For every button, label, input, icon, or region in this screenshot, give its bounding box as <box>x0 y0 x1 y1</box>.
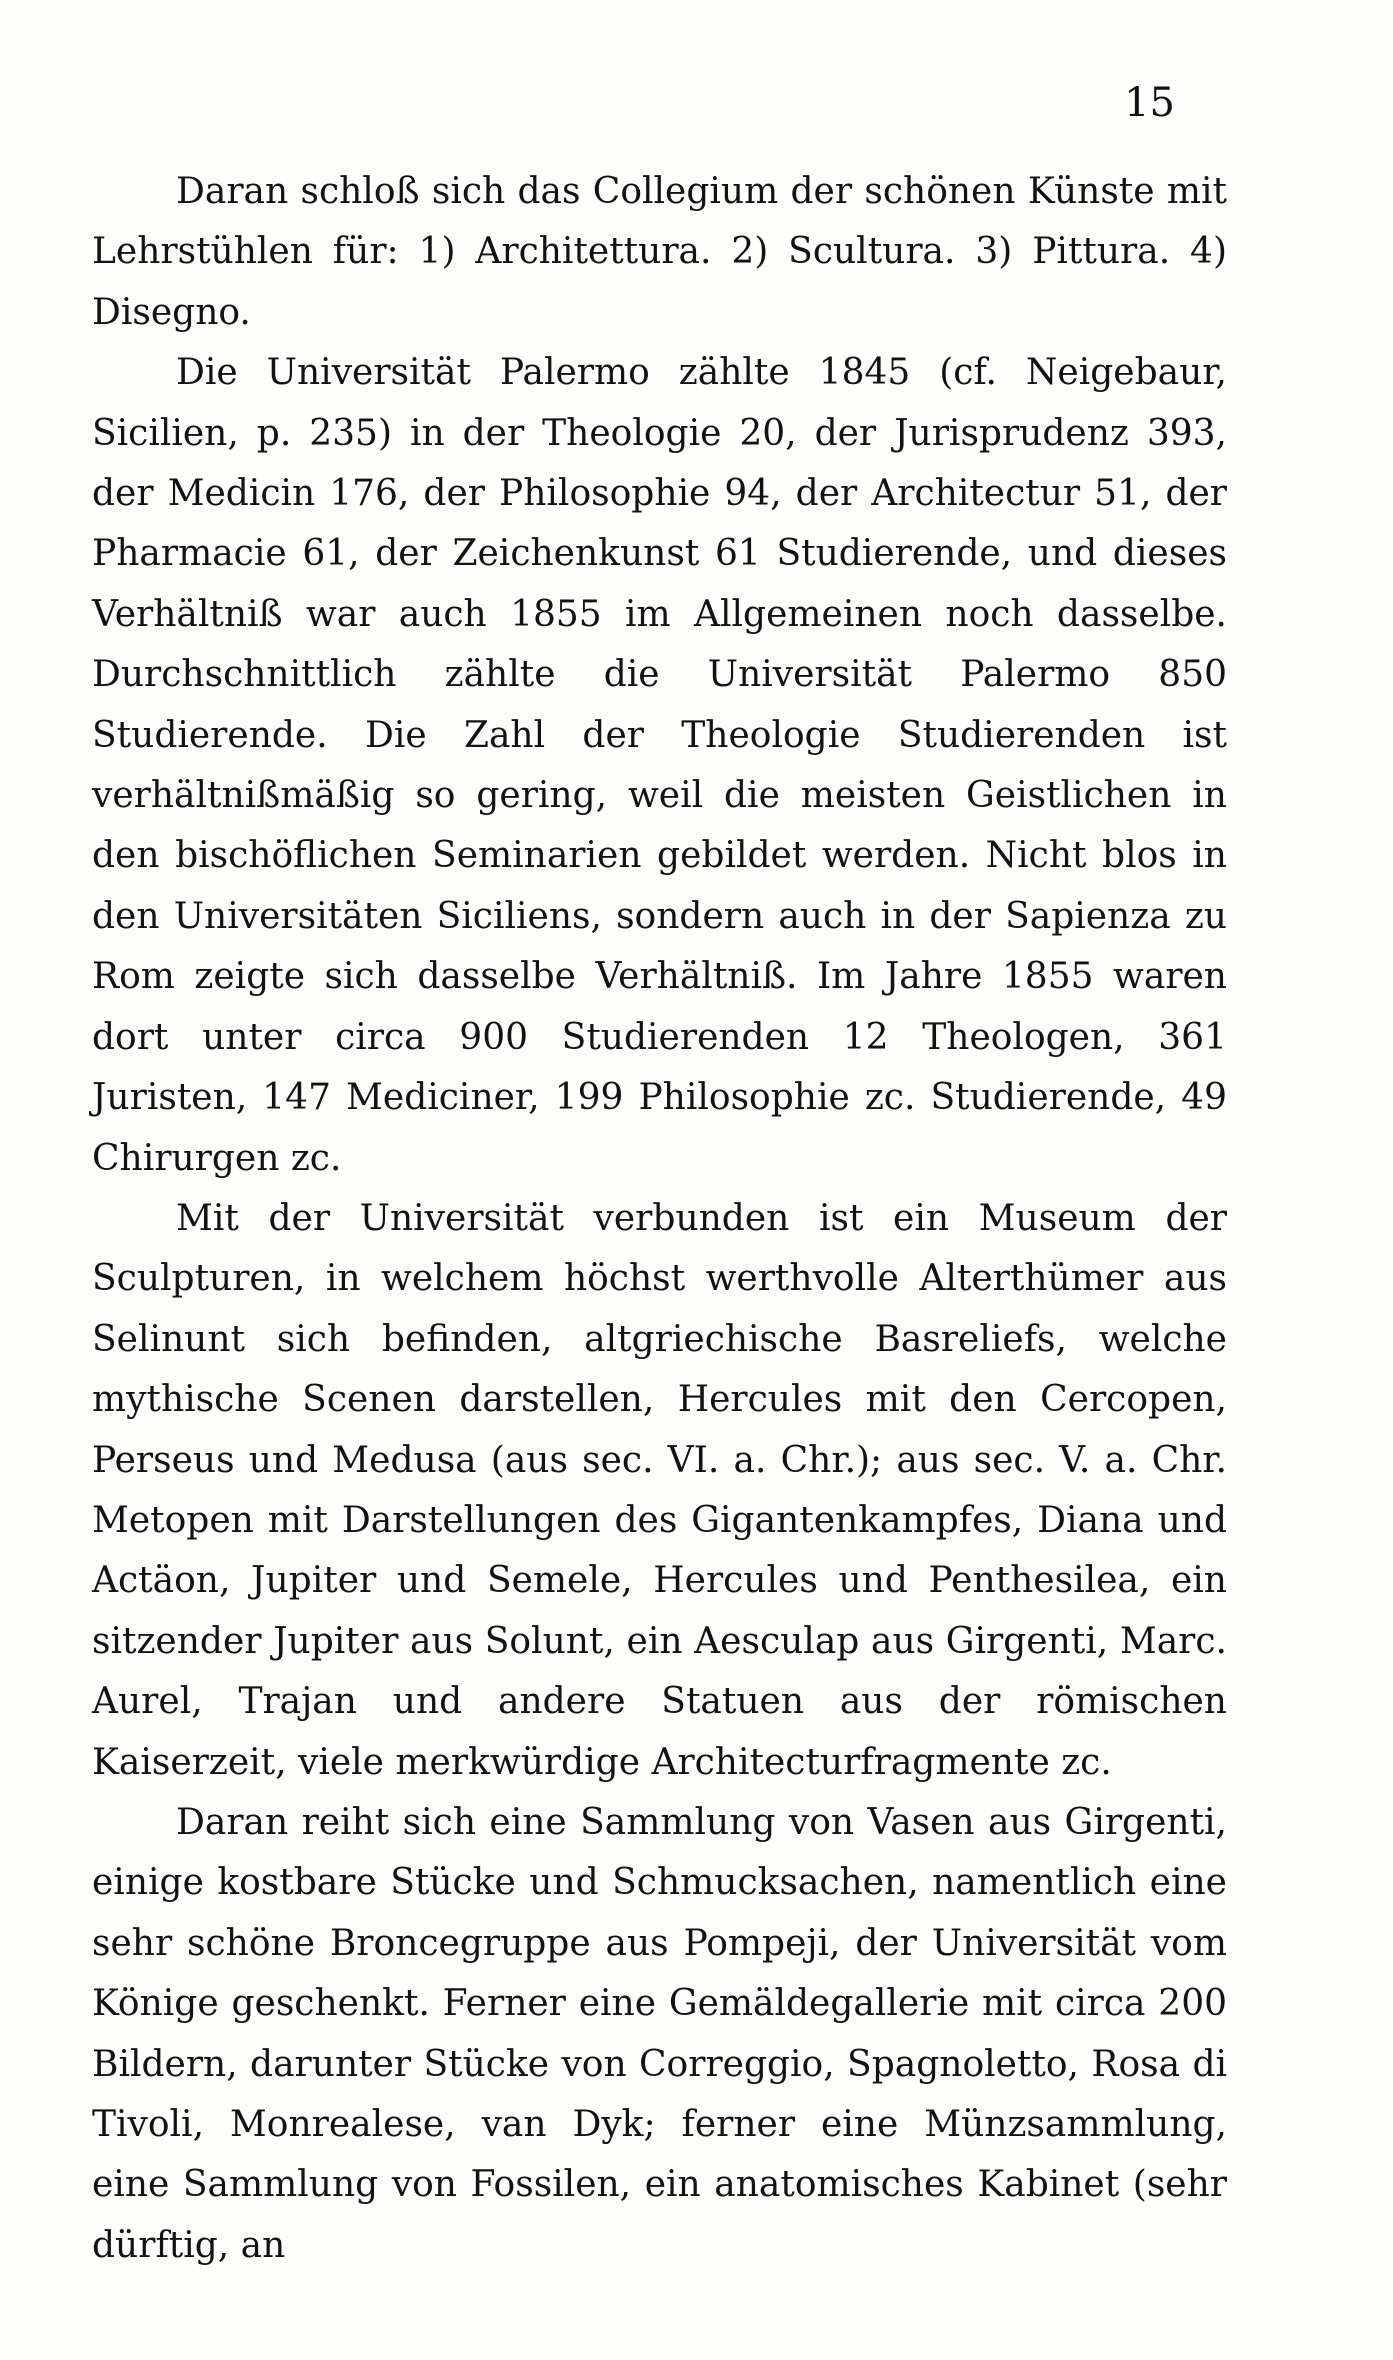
page-number: 15 <box>1124 80 1175 126</box>
paragraph-museum-sculptures: Mit der Universität verbunden ist ein Museum der Sculpturen, in welchem höchst werthvolle Alterthümer aus Selinunt sich befinden, altgriechische Basreliefs, welche mythische Scenen darstellen, Hercules mit den Cercopen, Perseus und Medusa (aus sec. VI. a. Chr.); aus sec. V. a. Chr. Metopen mit Darstellungen des Gigantenkampfes, Diana und Actäon, Jupiter und Semele, Hercules und Penthesilea, ein sitzender Jupiter aus Solunt, ein Aesculap aus Girgenti, Marc. Aurel, Trajan und andere Statuen aus der römischen Kaiserzeit, viele merkwürdige Architecturfragmente zc. <box>92 1197 1227 1783</box>
body-text <box>92 162 1227 2276</box>
paragraph-collegium: Daran schloß sich das Collegium der schönen Künste mit Lehrstühlen für: 1) Architettura. 2) Scultura. 3) Pittura. 4) Disegno. <box>92 171 1227 333</box>
paragraph-university-statistics: Die Universität Palermo zählte 1845 (cf. Neigebaur, Sicilien, p. 235) in der Theologie 20, der Jurisprudenz 393, der Medicin 176, der Philosophie 94, der Architectur 51, der Pharmacie 61, der Zeichenkunst 61 Studierende, und dieses Verhältniß war auch 1855 im Allgemeinen noch dasselbe. Durchschnittlich zählte die Universität Palermo 850 Studierende. Die Zahl der Theologie Studierenden ist verhältnißmäßig so gering, weil die meisten Geistlichen in den bischöflichen Seminarien gebildet werden. Nicht blos in den Universitäten Siciliens, sondern auch in der Sapienza zu Rom zeigte sich dasselbe Verhältniß. Im Jahre 1855 waren dort unter circa 900 Studierenden 12 Theologen, 361 Juristen, 147 Mediciner, 199 Philosophie zc. Studierende, 49 Chirurgen zc. <box>92 352 1227 1179</box>
paragraph-collections: Daran reiht sich eine Sammlung von Vasen aus Girgenti, einige kostbare Stücke und Schmucksachen, namentlich eine sehr schöne Broncegruppe aus Pompeji, der Universität vom Könige geschenkt. Ferner eine Gemäldegallerie mit circa 200 Bildern, darunter Stücke von Correggio, Spagnoletto, Rosa di Tivoli, Monrealese, van Dyk; ferner eine Münzsammlung, eine Sammlung von Fossilen, ein anatomisches Kabinet (sehr dürftig, an <box>92 1801 1227 2266</box>
